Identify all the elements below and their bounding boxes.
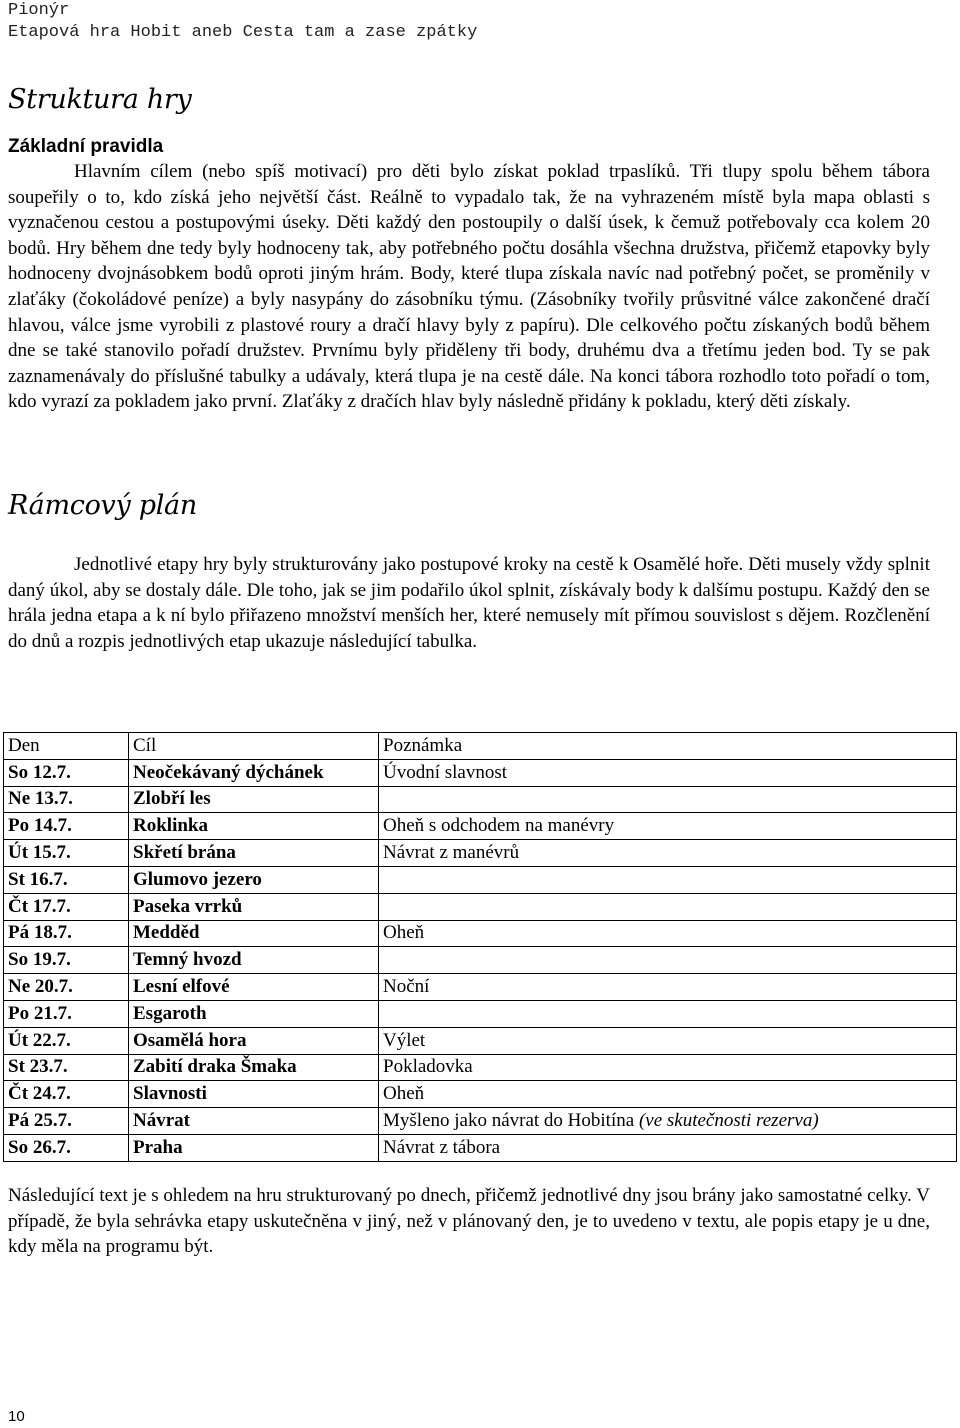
- cell-note-text: Úvodní slavnost: [383, 761, 508, 783]
- cell-day: Út 15.7.: [4, 840, 129, 867]
- cell-note: [379, 893, 957, 920]
- cell-goal: Temný hvozd: [129, 947, 379, 974]
- header-cell-note: Poznámka: [379, 733, 957, 760]
- table-header-row: [4, 733, 957, 760]
- running-header: [8, 0, 477, 44]
- header-cell-day: Den: [4, 733, 129, 760]
- cell-note: [379, 1027, 957, 1054]
- cell-goal: Lesní elfové: [129, 974, 379, 1001]
- cell-note-text: Oheň s odchodem na manévry: [383, 815, 615, 837]
- section-title-plan: Rámcový plán: [8, 490, 197, 521]
- cell-goal: Paseka vrrků: [129, 893, 379, 920]
- cell-note-text: Oheň: [383, 922, 425, 944]
- cell-goal: Skřetí brána: [129, 840, 379, 867]
- rules-text: Hlavním cílem (nebo spíš motivací) pro děti bylo získat poklad trpaslíků. Tři tlupy spolu během tábora soupeřily o to, kdo získá jeho největší část. Reálně to vypadalo tak, že na vyhrazeném místě byla mapa oblasti s vyznačenou cestou a postupovými úseky. Děti každý den postoupily o další úsek, k čemuž potřebovaly cca kolem 20 bodů. Hry během dne tedy byly hodnoceny tak, aby potřebného počtu dosáhla všechna družstva, přičemž etapovky byly hodnoceny dvojnásobkem bodů oproti jiným hrám. Body, které tlupa získala navíc nad potřebný počet, se proměnily v zlaťáky (čokoládové peníze) a byly nasypány do zásobníku týmu. (Zásobníky tvořily průsvitné válce zakončené dračí hlavou, válce jsme vyrobili z plastové roury a dračí hlavy byly z papíru). Dle celkového počtu získaných bodů během dne se také stanovilo pořadí družstev. Prvnímu byly přiděleny tři body, druhému dva a třetímu jeden bod. Ty se pak zaznamenávaly do příslušné tabulky a udávaly, která tlupa je na cestě dále. Na konci tábora rozhodlo toto pořadí o tom, kdo vyrazí za pokladem jako první. Zlaťáky z dračích hlav byly následně přidány k pokladu, který děti získaly.: [8, 161, 930, 413]
- plan-text: Jednotlivé etapy hry byly strukturovány jako postupové kroky na cestě k Osamělé hoře. Děti musely vždy splnit daný úkol, aby se dostaly dále. Dle toho, jak se jim podařilo úkol splnit, získávaly body k dalšímu postupu. Každý den se hrála jedna etapa a k ní bylo přiřazeno množství menších her, které nemusely mít přímou souvislost s dějem. Rozčlenění do dnů a rozpis jednotlivých etap ukazuje následující tabulka.: [8, 554, 930, 652]
- cell-goal: Zabití draka Šmaka: [129, 1054, 379, 1081]
- cell-note: [379, 1054, 957, 1081]
- table-row: [4, 1000, 957, 1027]
- cell-note: [379, 813, 957, 840]
- cell-goal: Neočekávaný dýchánek: [129, 759, 379, 786]
- cell-note: [379, 866, 957, 893]
- table-row: [4, 1027, 957, 1054]
- closing-text: Následující text je s ohledem na hru strukturovaný po dnech, přičemž jednotlivé dny jsou brány jako samostatné celky. V případě, že byla sehrávka etapy uskutečněna v jiný, než v plánovaný den, je to uvedeno v textu, ale popis etapy je u dne, kdy měla na programu být.: [8, 1185, 930, 1258]
- table-row: [4, 1054, 957, 1081]
- schedule-table-body: [4, 733, 957, 1162]
- cell-note: [379, 786, 957, 813]
- cell-day: Čt 17.7.: [4, 893, 129, 920]
- cell-day: St 23.7.: [4, 1054, 129, 1081]
- cell-note-text: Myšleno jako návrat do Hobitína: [383, 1110, 639, 1132]
- header-organization: Pionýr: [8, 1, 70, 20]
- cell-day: Út 22.7.: [4, 1027, 129, 1054]
- table-row: [4, 893, 957, 920]
- cell-note-text: Návrat z manévrů: [383, 842, 520, 864]
- cell-goal: Praha: [129, 1134, 379, 1161]
- cell-note-text: Pokladovka: [383, 1056, 473, 1078]
- cell-note: [379, 1000, 957, 1027]
- cell-goal: Návrat: [129, 1108, 379, 1135]
- table-row: [4, 974, 957, 1001]
- cell-day: Ne 13.7.: [4, 786, 129, 813]
- cell-note-text: Noční: [383, 976, 430, 998]
- table-row: [4, 1081, 957, 1108]
- cell-goal: Osamělá hora: [129, 1027, 379, 1054]
- cell-note: [379, 840, 957, 867]
- cell-note-italic: (ve skutečnosti rezerva): [638, 1110, 819, 1132]
- cell-day: Čt 24.7.: [4, 1081, 129, 1108]
- section-title-structure: Struktura hry: [8, 84, 192, 115]
- table-row: [4, 947, 957, 974]
- cell-day: So 19.7.: [4, 947, 129, 974]
- cell-day: Pá 25.7.: [4, 1108, 129, 1135]
- cell-note: [379, 974, 957, 1001]
- cell-day: So 12.7.: [4, 759, 129, 786]
- table-row: [4, 920, 957, 947]
- header-document-title: Etapová hra Hobit aneb Cesta tam a zase zpátky: [8, 23, 478, 42]
- table-row: [4, 1134, 957, 1161]
- table-row: [4, 786, 957, 813]
- cell-note: [379, 947, 957, 974]
- cell-note: [379, 920, 957, 947]
- cell-goal: Glumovo jezero: [129, 866, 379, 893]
- cell-goal: Esgaroth: [129, 1000, 379, 1027]
- cell-note: [379, 759, 957, 786]
- cell-note-text: Oheň: [383, 1083, 425, 1105]
- header-cell-goal: Cíl: [129, 733, 379, 760]
- cell-goal: Roklinka: [129, 813, 379, 840]
- rules-paragraph: [8, 159, 930, 415]
- cell-goal: Slavnosti: [129, 1081, 379, 1108]
- cell-note-text: Návrat z tábora: [383, 1136, 501, 1158]
- cell-goal: Zlobří les: [129, 786, 379, 813]
- plan-paragraph: [8, 552, 930, 654]
- closing-paragraph: [8, 1183, 930, 1260]
- table-row: [4, 1108, 957, 1135]
- table-row: [4, 840, 957, 867]
- cell-day: Ne 20.7.: [4, 974, 129, 1001]
- table-row: [4, 866, 957, 893]
- cell-day: Po 21.7.: [4, 1000, 129, 1027]
- cell-note: [379, 1081, 957, 1108]
- cell-note: [379, 1134, 957, 1161]
- table-row: [4, 759, 957, 786]
- subsection-title-rules: Základní pravidla: [8, 136, 164, 157]
- schedule-table: [3, 732, 957, 1162]
- cell-day: St 16.7.: [4, 866, 129, 893]
- table-row: [4, 813, 957, 840]
- cell-note-text: Výlet: [383, 1029, 426, 1051]
- cell-day: Po 14.7.: [4, 813, 129, 840]
- cell-day: So 26.7.: [4, 1134, 129, 1161]
- cell-goal: Medděd: [129, 920, 379, 947]
- cell-day: Pá 18.7.: [4, 920, 129, 947]
- cell-note: [379, 1108, 957, 1135]
- page-number: 10: [8, 1408, 25, 1425]
